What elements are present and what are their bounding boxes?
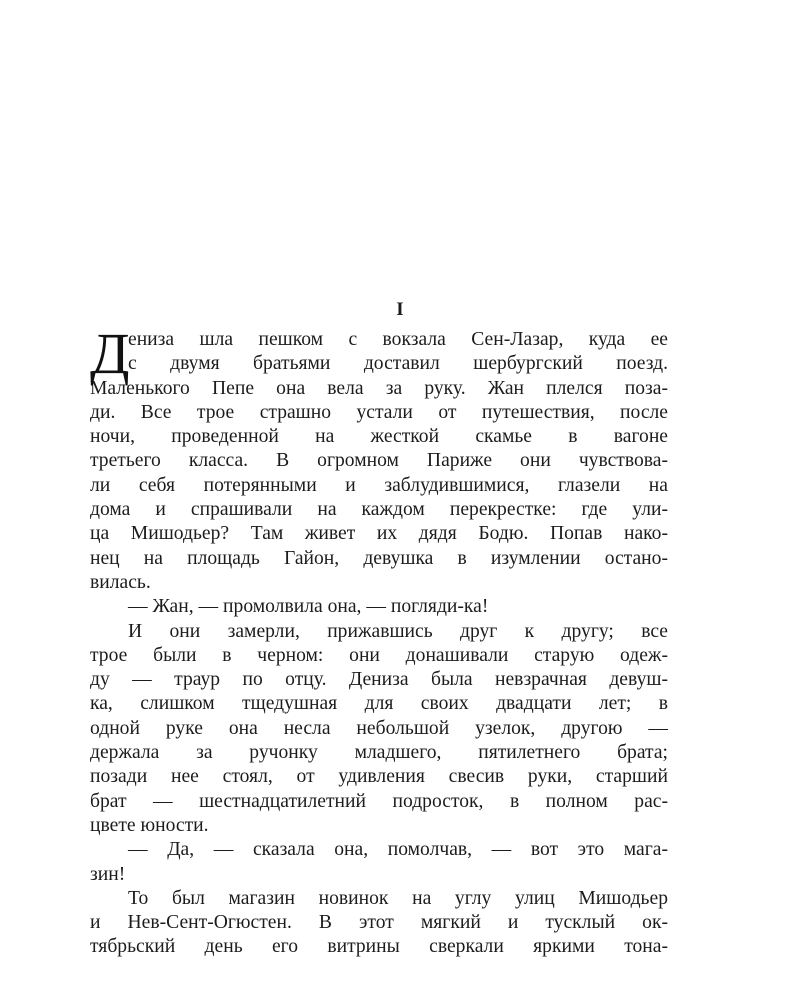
text-line: ениза шла пешком с вокзала Сен-Лазар, куда ее <box>128 329 668 350</box>
text-line: брат — шестнадцатилетний подросток, в полном рас- <box>90 790 668 812</box>
text-line: ли себя потерянными и заблудившимися, глазели на <box>90 474 668 496</box>
text-line: ца Мишодьер? Там живет их дядя Бодю. Попав нако- <box>90 523 668 545</box>
text-line: тябрьский день его витрины сверкали яркими тона- <box>90 936 668 958</box>
text-line: — Да, — сказала она, помолчав, — вот это мага- <box>128 839 668 861</box>
text-line: третьего класса. В огромном Париже они чувствова- <box>90 450 668 472</box>
text-line: Маленького Пепе она вела за руку. Жан плелся поза- <box>90 377 668 399</box>
text-line: одной руке она несла небольшой узелок, другою — <box>90 717 668 739</box>
text-line: ночи, проведенной на жесткой скамье в вагоне <box>90 426 668 448</box>
text-line: вилась. <box>90 571 151 593</box>
chapter-number: I <box>396 299 404 320</box>
text-line: зин! <box>90 863 126 885</box>
text-line: цвете юности. <box>90 814 209 836</box>
text-line: нец на площадь Гайон, девушка в изумлении остано- <box>90 547 668 569</box>
text-line: и Нев-Сент-Огюстен. В этот мягкий и тусклый ок- <box>90 912 668 934</box>
text-line: держала за ручонку младшего, пятилетнего брата; <box>90 742 668 764</box>
text-line: позади нее стоял, от удивления свесив руки, старший <box>90 766 668 788</box>
text-line: И они замерли, прижавшись друг к другу; все <box>128 620 668 642</box>
text-line: — Жан, — промолвила она, — погляди-ка! <box>128 596 489 618</box>
drop-cap: Д <box>90 321 130 386</box>
text-line: ди. Все трое страшно устали от путешествия, после <box>90 401 668 423</box>
chapter-text <box>90 321 668 960</box>
text-line: ду — траур по отцу. Дениза была невзрачная девуш- <box>90 669 668 691</box>
text-line: трое были в черном: они донашивали старую одеж- <box>90 644 668 666</box>
text-line: дома и спрашивали на каждом перекрестке: где ули- <box>90 499 668 521</box>
text-line: То был магазин новинок на углу улиц Мишодьер <box>128 887 668 909</box>
text-line: с двумя братьями доставил шербургский поезд. <box>128 353 668 375</box>
text-line: ка, слишком тщедушная для своих двадцати лет; в <box>90 693 668 715</box>
